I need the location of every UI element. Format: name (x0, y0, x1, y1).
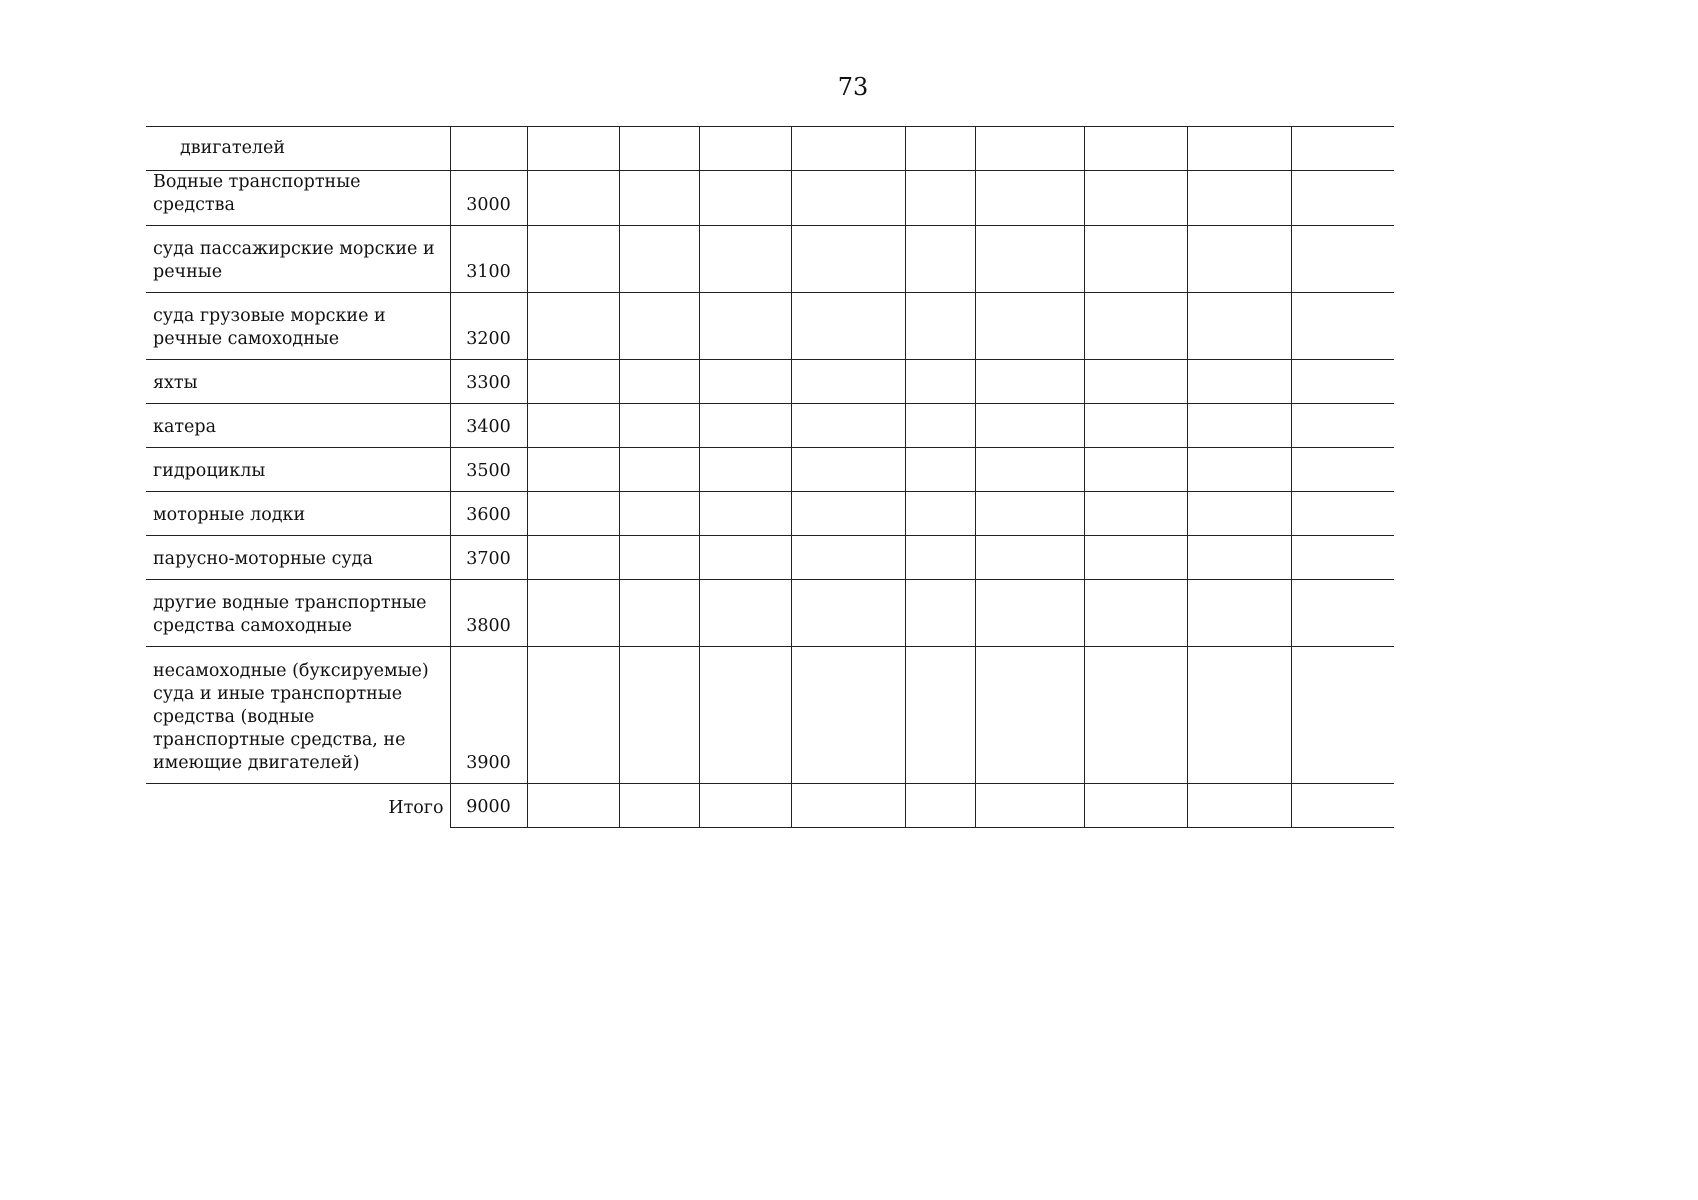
page-number: 73 (837, 73, 869, 101)
value-cell (527, 492, 619, 536)
value-cell (905, 127, 975, 171)
value-cell (791, 580, 905, 647)
row-code: 3000 (450, 171, 527, 226)
value-cell (1291, 448, 1394, 492)
value-cell (1187, 360, 1291, 404)
value-cell (527, 536, 619, 580)
row-label: двигателей (146, 127, 450, 171)
row-code: 3600 (450, 492, 527, 536)
value-cell (619, 784, 699, 828)
value-cell (1187, 536, 1291, 580)
row-label: Водные транспортные средства (146, 171, 450, 226)
row-label: несамоходные (буксируемые) суда и иные транспортные средства (водные транспортные средства, не имеющие двигателей) (146, 647, 450, 784)
value-cell (1084, 404, 1187, 448)
value-cell (699, 536, 791, 580)
value-cell (619, 448, 699, 492)
value-cell (1187, 404, 1291, 448)
value-cell (1187, 293, 1291, 360)
value-cell (905, 647, 975, 784)
value-cell (975, 448, 1084, 492)
row-code: 3800 (450, 580, 527, 647)
value-cell (975, 171, 1084, 226)
value-cell (1084, 360, 1187, 404)
value-cell (905, 492, 975, 536)
value-cell (791, 784, 905, 828)
value-cell (905, 293, 975, 360)
value-cell (527, 360, 619, 404)
value-cell (1187, 784, 1291, 828)
value-cell (975, 784, 1084, 828)
value-cell (1187, 492, 1291, 536)
value-cell (699, 784, 791, 828)
value-cell (791, 536, 905, 580)
value-cell (791, 448, 905, 492)
value-cell (1291, 492, 1394, 536)
value-cell (1084, 647, 1187, 784)
value-cell (1084, 226, 1187, 293)
value-cell (1187, 647, 1291, 784)
value-cell (527, 171, 619, 226)
value-cell (1291, 647, 1394, 784)
value-cell (1084, 448, 1187, 492)
total-row (146, 784, 1394, 828)
row-label: суда пассажирские морские и речные (146, 226, 450, 293)
value-cell (619, 226, 699, 293)
value-cell (1187, 226, 1291, 293)
table-row (146, 492, 1394, 536)
table-row (146, 580, 1394, 647)
value-cell (791, 404, 905, 448)
row-label: гидроциклы (146, 448, 450, 492)
value-cell (975, 580, 1084, 647)
total-code: 9000 (450, 784, 527, 828)
row-label: катера (146, 404, 450, 448)
value-cell (905, 784, 975, 828)
row-label: другие водные транспортные средства самоходные (146, 580, 450, 647)
value-cell (619, 360, 699, 404)
value-cell (527, 784, 619, 828)
table-row (146, 404, 1394, 448)
row-code: 3400 (450, 404, 527, 448)
vehicle-form-table (146, 126, 1394, 828)
value-cell (1084, 171, 1187, 226)
table-row (146, 127, 1394, 171)
row-label: яхты (146, 360, 450, 404)
value-cell (905, 226, 975, 293)
value-cell (1084, 293, 1187, 360)
row-code: 3700 (450, 536, 527, 580)
value-cell (1291, 580, 1394, 647)
value-cell (905, 404, 975, 448)
table-row (146, 360, 1394, 404)
value-cell (1291, 171, 1394, 226)
value-cell (975, 536, 1084, 580)
value-cell (1187, 580, 1291, 647)
value-cell (619, 580, 699, 647)
value-cell (699, 647, 791, 784)
value-cell (1084, 127, 1187, 171)
value-cell (1187, 171, 1291, 226)
table-row (146, 293, 1394, 360)
value-cell (1291, 404, 1394, 448)
value-cell (619, 536, 699, 580)
value-cell (975, 360, 1084, 404)
value-cell (1291, 226, 1394, 293)
value-cell (699, 226, 791, 293)
row-label: моторные лодки (146, 492, 450, 536)
value-cell (905, 448, 975, 492)
value-cell (699, 580, 791, 647)
value-cell (619, 171, 699, 226)
value-cell (527, 580, 619, 647)
value-cell (791, 492, 905, 536)
value-cell (1291, 536, 1394, 580)
row-code: 3100 (450, 226, 527, 293)
total-label: Итого (146, 784, 450, 828)
value-cell (905, 536, 975, 580)
value-cell (527, 293, 619, 360)
value-cell (1084, 492, 1187, 536)
value-cell (527, 647, 619, 784)
value-cell (975, 127, 1084, 171)
value-cell (619, 647, 699, 784)
value-cell (791, 293, 905, 360)
value-cell (699, 127, 791, 171)
value-cell (527, 448, 619, 492)
value-cell (975, 647, 1084, 784)
value-cell (975, 404, 1084, 448)
value-cell (619, 127, 699, 171)
value-cell (1291, 360, 1394, 404)
value-cell (619, 293, 699, 360)
value-cell (1291, 127, 1394, 171)
value-cell (619, 404, 699, 448)
row-code (450, 127, 527, 171)
value-cell (791, 127, 905, 171)
value-cell (527, 404, 619, 448)
table-row (146, 171, 1394, 226)
value-cell (1084, 784, 1187, 828)
table-row (146, 448, 1394, 492)
value-cell (975, 293, 1084, 360)
row-label: суда грузовые морские и речные самоходные (146, 293, 450, 360)
value-cell (699, 171, 791, 226)
row-code: 3200 (450, 293, 527, 360)
table-row (146, 536, 1394, 580)
value-cell (791, 171, 905, 226)
value-cell (975, 226, 1084, 293)
value-cell (1291, 293, 1394, 360)
value-cell (699, 448, 791, 492)
row-code: 3300 (450, 360, 527, 404)
value-cell (527, 226, 619, 293)
value-cell (699, 404, 791, 448)
value-cell (791, 647, 905, 784)
value-cell (1084, 536, 1187, 580)
value-cell (1187, 127, 1291, 171)
value-cell (699, 360, 791, 404)
value-cell (791, 226, 905, 293)
value-cell (699, 293, 791, 360)
value-cell (905, 171, 975, 226)
value-cell (619, 492, 699, 536)
value-cell (1187, 448, 1291, 492)
row-code: 3500 (450, 448, 527, 492)
row-label: парусно-моторные суда (146, 536, 450, 580)
value-cell (1291, 784, 1394, 828)
table-row (146, 647, 1394, 784)
value-cell (905, 580, 975, 647)
row-code: 3900 (450, 647, 527, 784)
value-cell (791, 360, 905, 404)
value-cell (905, 360, 975, 404)
value-cell (975, 492, 1084, 536)
value-cell (527, 127, 619, 171)
table-row (146, 226, 1394, 293)
value-cell (1084, 580, 1187, 647)
value-cell (699, 492, 791, 536)
